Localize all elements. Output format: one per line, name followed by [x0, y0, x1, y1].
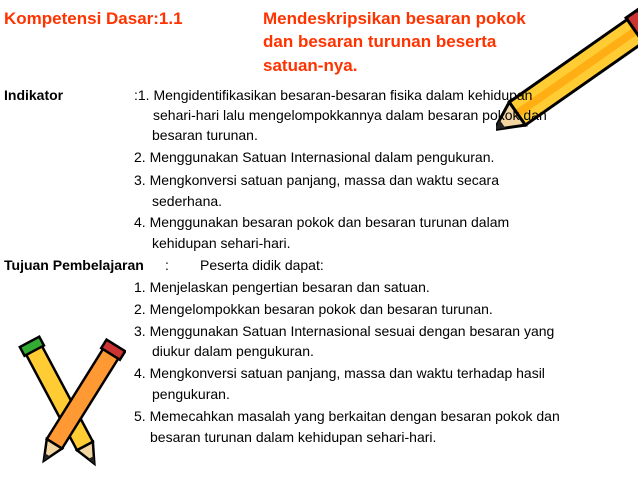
tujuan-line: pengukuran.	[152, 386, 230, 402]
tujuan-line: besaran turunan dalam kehidupan sehari-hari.	[150, 429, 437, 445]
tujuan-intro: Peserta didik dapat:	[200, 257, 324, 273]
competency-title-line: Mendeskripsikan besaran pokok	[263, 9, 526, 28]
indikator-line: kehidupan sehari-hari.	[152, 235, 291, 251]
tujuan-line: 2. Mengelompokkan besaran pokok dan besaran turunan.	[134, 301, 493, 317]
tujuan-line: 1. Menjelaskan pengertian besaran dan satuan.	[134, 279, 430, 295]
tujuan-label: Tujuan Pembelajaran	[4, 257, 144, 273]
competency-title-line: dan besaran turunan beserta	[263, 32, 497, 51]
tujuan-colon: :	[165, 257, 169, 273]
indikator-line: 4. Menggunakan besaran pokok dan besaran turunan dalam	[134, 214, 510, 230]
indikator-line: besaran turunan.	[152, 127, 258, 143]
indikator-line: :1. Mengidentifikasikan besaran-besaran fisika dalam kehidupan	[134, 87, 533, 103]
indikator-label: Indikator	[4, 87, 64, 103]
pencils-icon	[14, 328, 126, 478]
tujuan-line: diukur dalam pengukuran.	[152, 343, 314, 359]
indikator-line: 3. Mengkonversi satuan panjang, massa dan waktu secara	[134, 172, 499, 188]
tujuan-line: 5. Memecahkan masalah yang berkaitan dengan besaran pokok dan	[134, 408, 560, 424]
tujuan-line: 3. Menggunakan Satuan Internasional sesuai dengan besaran yang	[134, 323, 555, 339]
competency-label: Kompetensi Dasar:1.1	[4, 9, 183, 28]
indikator-line: sehari-hari lalu mengelompokkannya dalam besaran pokok dan	[153, 107, 547, 123]
competency-title-line: satuan-nya.	[263, 56, 358, 75]
indikator-line: 2. Menggunakan Satuan Internasional dalam pengukuran.	[134, 149, 495, 165]
tujuan-line: 4. Mengkonversi satuan panjang, massa dan waktu terhadap hasil	[134, 365, 545, 381]
indikator-line: sederhana.	[152, 193, 223, 209]
